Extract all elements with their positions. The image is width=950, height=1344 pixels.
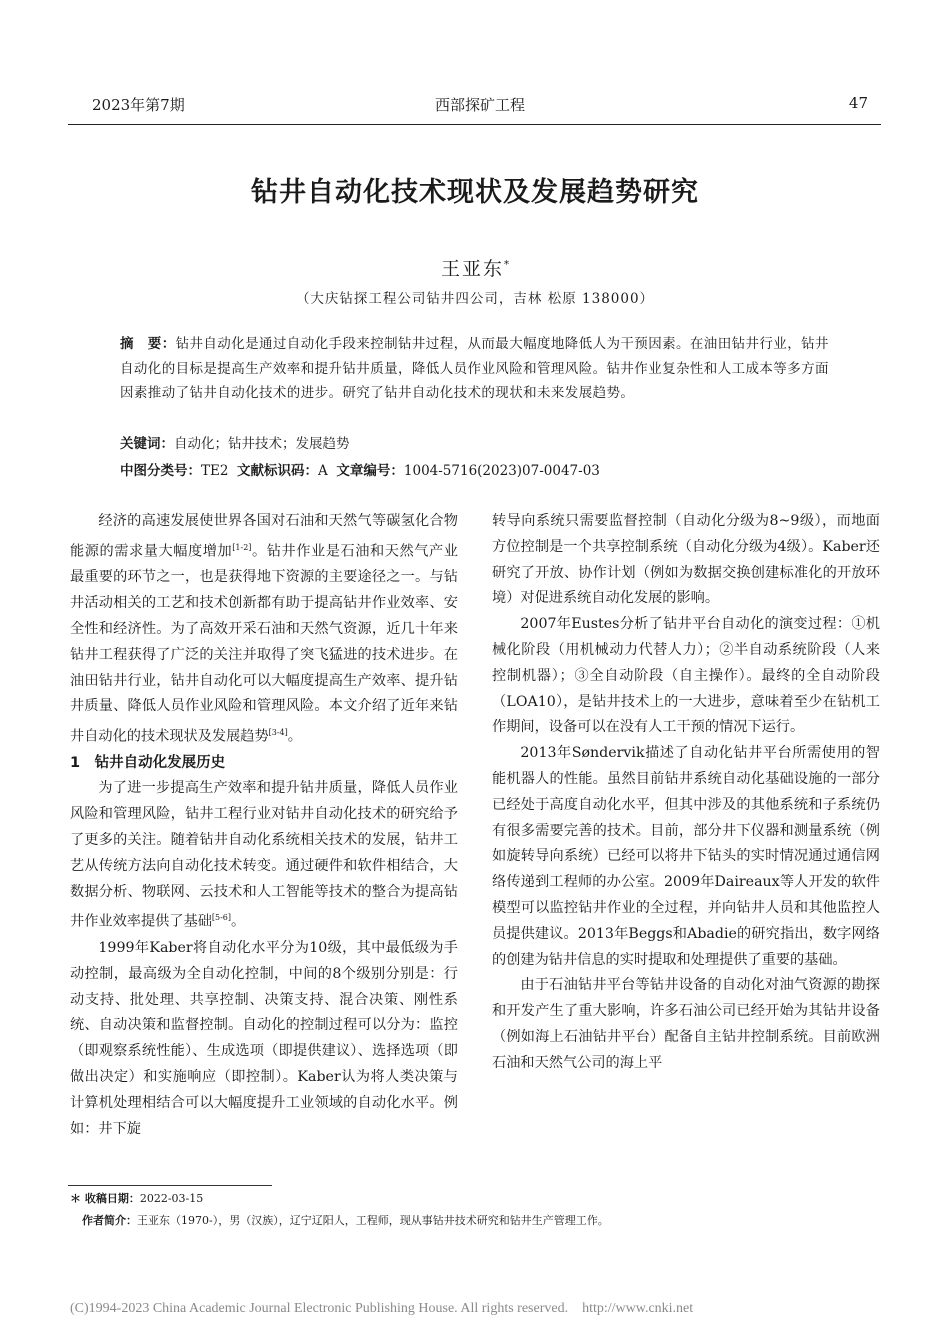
intro-text-a: 经济的高速发展使世界各国对石油和天然气等碳氢化合物能源的需求量大幅度增加 [70, 513, 458, 560]
section1-paragraph-2: 1999年Kaber将自动化水平分为10级，其中最低级为手动控制，最高级为全自动化控制，中间的8个级别分别是：行动支持、批处理、共享控制、决策支持、混合决策、刚性系统、自动决策和监督控制。自动化的控制过程可以分为：监控（即观察系统性能）、生成选项（即提供建议）、选择选项（即做出决定）和实施响应（即控制）。Kaber认为将人类决策与计算机处理相结合可以大幅度提升工业领域的自动化水平。例如：井下旋 [70, 939, 458, 1137]
issue-label: 2023年第7期 [92, 96, 185, 114]
received-label: ＊ 收稿日期： [70, 1192, 140, 1205]
article-number-label: 文章编号： [336, 463, 404, 479]
abstract-text: 钻井自动化是通过自动化手段来控制钻井过程，从而最大幅度地降低人为干预因素。在油田钻井行业，钻井自动化的目标是提高生产效率和提升钻井质量，降低人员作业风险和管理风险。钻井作业复杂性和人工成本等多方面因素推动了钻井自动化技术的进步。研究了钻井自动化技术的现状和未来发展趋势。 [120, 336, 829, 401]
author-mark: * [504, 259, 509, 271]
section1-paragraph-1 [70, 776, 458, 936]
journal-name: 西部探矿工程 [434, 96, 525, 114]
bio-text: 王亚东（1970-），男（汉族），辽宁辽阳人，工程师，现从事钻井技术研究和钻井生产管理工作。 [137, 1214, 609, 1227]
author [0, 254, 950, 281]
s1p1-text: 为了进一步提高生产效率和提升钻井质量，降低人员作业风险和管理风险，钻井工程行业对钻井自动化技术的研究给予了更多的关注。随着钻井自动化系统相关技术的发展，钻井工艺从传统方法向自动化技术转变。通过硬件和软件相结合，大数据分析、物联网、云技术和人工智能等技术的整合为提高钻井作业效率提供了基础 [70, 780, 458, 931]
article-title: 钻井自动化技术现状及发展趋势研究 [251, 177, 699, 208]
left-column [70, 509, 458, 1142]
citation: [1-2] [232, 542, 252, 552]
bio-label: 作者简介： [82, 1214, 137, 1227]
citation: [5-6] [211, 913, 232, 923]
intro-paragraph [70, 509, 458, 751]
s1p1-end: 。 [231, 914, 246, 931]
classification [120, 459, 860, 479]
author-bio [82, 1212, 609, 1228]
clc-label: 中图分类号： [120, 463, 201, 479]
affiliation: （大庆钻探工程公司钻井四公司，吉林 松原 138000） [295, 291, 655, 307]
clc-value: TE2 [201, 463, 229, 479]
copyright-watermark: (C)1994-2023 China Academic Journal Electronic Publishing House. All rights reserved. http://www.cnki.net [70, 1301, 694, 1316]
section-heading: 1 钻井自动化发展历史 [70, 754, 226, 771]
doc-code-label: 文献标识码： [237, 463, 319, 479]
intro-end: 。 [287, 728, 302, 745]
keywords [120, 432, 838, 452]
header-rule [68, 124, 881, 125]
received-date [70, 1190, 203, 1206]
abstract [120, 332, 838, 406]
oil-company-paragraph: 由于石油钻井平台等钻井设备的自动化对油气资源的勘探和开发产生了重大影响，许多石油公司已经开始为其钻井设备（例如海上石油钻井平台）配备自主钻井控制系统。目前欧洲石油和天然气公司的海上平 [492, 977, 880, 1071]
page-number: 47 [848, 94, 868, 112]
keywords-label: 关键词： [120, 436, 174, 452]
doc-code-value: A [318, 463, 328, 479]
abstract-label: 摘 要： [120, 336, 176, 352]
citation: [3-4] [268, 728, 288, 738]
received-value: 2022-03-15 [139, 1192, 204, 1205]
author-name: 王亚东 [440, 258, 504, 280]
running-header [92, 94, 868, 114]
intro-text-b: 。钻井作业是石油和天然气产业最重要的环节之一，也是获得地下资源的主要途径之一。与钻井活动相关的工艺和技术创新都有助于提高钻井作业效率、安全性和经济性。为了高效开采石油和天然气资源，近几十年来钻井工程获得了广泛的关注并取得了突飞猛进的技术进步。在油田钻井行业，钻井自动化可以大幅度提高生产效率、提升钻井质量、降低人员作业风险和管理风险。本文介绍了近年来钻井自动化的技术现状及发展趋势 [70, 543, 458, 745]
article-number-value: 1004-5716(2023)07-0047-03 [403, 463, 600, 479]
continued-paragraph: 转导向系统只需要监督控制（自动化分级为8~9级），而地面方位控制是一个共享控制系统（自动化分级为4级）。Kaber还研究了开放、协作计划（例如为数据交换创建标准化的开放环境）对促进系统自动化发展的影响。 [492, 513, 880, 607]
footnote-rule [68, 1185, 272, 1186]
right-column [492, 509, 880, 1077]
keywords-text: 自动化；钻井技术；发展趋势 [174, 436, 350, 452]
sondervik-paragraph: 2013年Søndervik描述了自动化钻井平台所需使用的智能机器人的性能。虽然目前钻井系统自动化基础设施的一部分已经处于高度自动化水平，但其中涉及的其他系统和子系统仍有很多需要完善的技术。目前，部分井下仪器和测量系统（例如旋转导向系统）已经可以将井下钻头的实时情况通过通信网络传递到工程师的办公室。2009年Daireaux等人开发的软件模型可以监控钻井作业的全过程，并向钻井人员和其他监控人员提供建议。2013年Beggs和Abadie的研究指出，数字网络的创建为钻井信息的实时提取和处理提供了重要的基础。 [492, 745, 880, 968]
eustes-paragraph: 2007年Eustes分析了钻井平台自动化的演变过程：①机械化阶段（用机械动力代替人力）；②半自动系统阶段（人来控制机器）；③全自动阶段（自主操作）。最终的全自动阶段（LOA10），是钻井技术上的一大进步，意味着至少在钻机工作期间，设备可以在没有人工干预的情况下运行。 [492, 616, 880, 736]
